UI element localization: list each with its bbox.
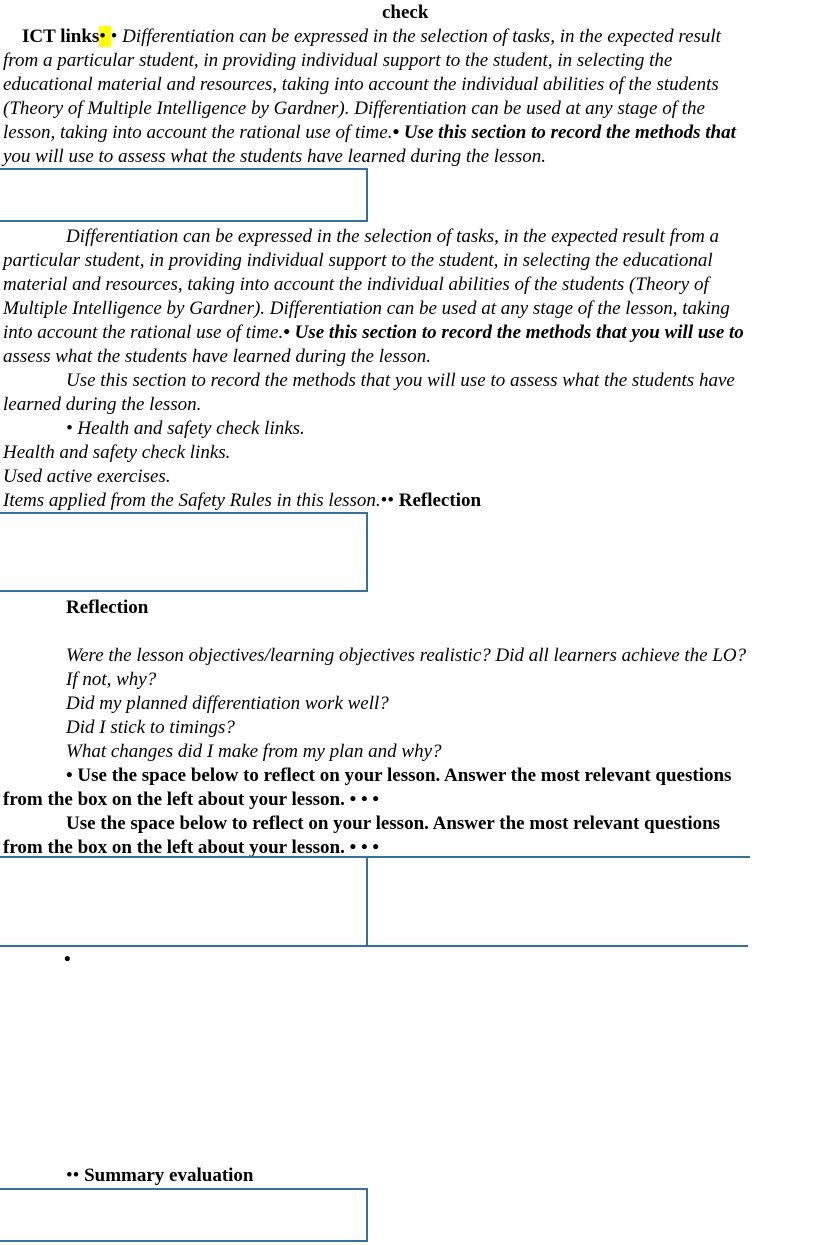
reflection-question: What changes did I make from my plan and why? [66, 741, 442, 762]
lone-bullet: • [64, 949, 71, 970]
reflect-instruction-line: from the box on the left about your lesson. • • • [3, 837, 380, 858]
highlighted-bullets: • [99, 26, 111, 47]
ict-text-line: educational material and resources, taking into account the individual abilities of the students [3, 74, 719, 95]
assessment-note: • Use this section to record the methods that [392, 122, 736, 143]
health-line: Health and safety check links. [3, 442, 231, 463]
diff-paragraph-line [3, 321, 744, 345]
assessment-paragraph-line: Use this section to record the methods that you will use to assess what the students have [66, 370, 735, 391]
bullets: •• [380, 490, 399, 511]
summary-evaluation-line [66, 1164, 254, 1188]
reflection-question: Did I stick to timings? [66, 717, 235, 738]
table-cell-box [0, 512, 368, 592]
assessment-note-cont: you will use to assess what the students have learned during the lesson. [3, 146, 547, 167]
ict-text-line: Differentiation can be expressed in the selection of tasks, in the expected result [122, 26, 721, 47]
ict-text-part: lesson, taking into account the rational use of time. [3, 122, 393, 143]
table-border-top [0, 856, 750, 858]
check-heading: check [382, 2, 429, 23]
table-cell-box [0, 1188, 368, 1242]
reflect-instruction-line: Use the space below to reflect on your lesson. Answer the most relevant questions [66, 813, 721, 834]
reflection-inline-label: Reflection [398, 490, 482, 511]
diff-paragraph-line: Multiple Intelligence by Gardner). Differentiation can be used at any stage of the lesson, taking [3, 298, 730, 319]
ict-text-line [3, 121, 736, 145]
ict-links-line [22, 25, 721, 49]
bullet: • [110, 26, 123, 47]
bullets: •• [66, 1165, 85, 1186]
active-exercises-line: Used active exercises. [3, 466, 171, 487]
summary-evaluation-label: Summary evaluation [84, 1165, 254, 1186]
assessment-paragraph-line: learned during the lesson. [3, 394, 202, 415]
reflection-question: Were the lesson objectives/learning objectives realistic? Did all learners achieve the LO? [66, 645, 747, 666]
diff-paragraph-line: assess what the students have learned during the lesson. [3, 346, 431, 367]
ict-text-line: from a particular student, in providing individual support to the student, in selecting the [3, 50, 673, 71]
reflection-question: Did my planned differentiation work well? [66, 693, 389, 714]
table-column-divider [366, 856, 368, 946]
reflect-instruction-line: from the box on the left about your lesson. • • • [3, 789, 380, 810]
diff-paragraph-line: Differentiation can be expressed in the selection of tasks, in the expected result from a [66, 226, 720, 247]
assessment-note: • Use this section to record the methods that you will use to [283, 322, 744, 343]
diff-paragraph-line: particular student, in providing individual support to the student, in selecting the educational [3, 250, 713, 271]
table-border-bottom [0, 945, 748, 947]
reflect-instruction-line: • Use the space below to reflect on your lesson. Answer the most relevant questions [66, 765, 732, 786]
safety-rules-text: Items applied from the Safety Rules in this lesson. [3, 490, 381, 511]
ict-links-label: ICT links [22, 26, 100, 47]
reflection-question: If not, why? [66, 669, 157, 690]
reflection-title: Reflection [66, 597, 149, 618]
health-bullet-line: • Health and safety check links. [66, 418, 305, 439]
table-cell-box [0, 168, 368, 222]
ict-text-line: (Theory of Multiple Intelligence by Gardner). Differentiation can be used at any stage of the [3, 98, 705, 119]
safety-rules-line [3, 489, 481, 513]
diff-paragraph-line: material and resources, taking into account the individual abilities of the students (Theory of [3, 274, 709, 295]
diff-paragraph-part: into account the rational use of time. [3, 322, 284, 343]
